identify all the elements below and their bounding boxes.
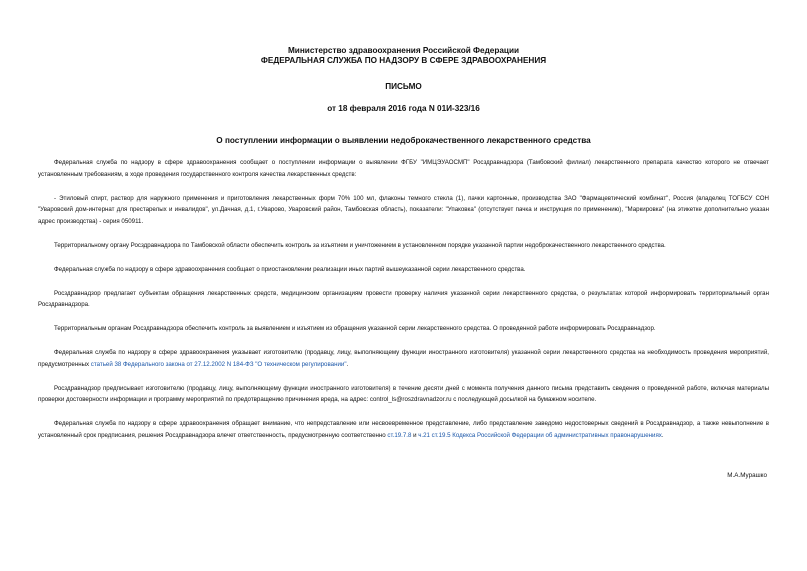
document-date-number: от 18 февраля 2016 года N 01И-323/16 [327,104,480,113]
paragraph-4: Федеральная служба по надзору в сфере здравоохранения сообщает о приостановлении реализации иных партий вышеуказанной серии лекарственного средства. [54,265,526,273]
document-header [0,46,807,146]
paragraph-6: Территориальным органам Росздравнадзора обеспечить контроль за выявлением и изъятием из обращения указанной серии лекарственного средства. О проведенной работе информировать Росздравнадзор. [54,325,656,332]
document-subject: О поступлении информации о выявлении недоброкачественного лекарственного средства [216,136,591,145]
paragraph-1: Федеральная служба по надзору в сфере здравоохранения сообщает о поступлении информации о выявлении ФГБУ "ИМЦЭУАОСМП" Росздравнадзора (Тамбовский филиал) лекарственного препарата качество которого не отвечает установленным требованиям, в ходе проведения государственного контроля качества лекарственных средств: [38,159,769,178]
koap-19-7-8-link[interactable]: ст.19.7.8 [387,431,412,439]
paragraph-9-conj: и [411,431,419,439]
paragraph-9-end: . [661,431,664,439]
paragraph-7 [38,347,769,370]
paragraph-8: Росздравнадзор предписывает изготовителю (продавцу, лицу, выполняющему функции иностранного изготовителя) в течение десяти дней с момента получения данного письма представить сведения о проведенной работе, включая материалы проверки достоверности информации и программу мероприятий по предотвращению причинения вреда, на адрес: control_ls@roszdravnadzor.ru с последующей досылкой на бумажном носителе. [38,384,769,403]
signature: М.А.Мурашко [727,472,767,479]
agency-name: ФЕДЕРАЛЬНАЯ СЛУЖБА ПО НАДЗОРУ В СФЕРЕ ЗДРАВООХРАНЕНИЯ [260,56,547,65]
document-type: ПИСЬМО [385,82,422,91]
document-body [38,157,769,454]
paragraph-7-end: . [346,360,349,368]
paragraph-9-text: Федеральная служба по надзору в сфере здравоохранения обращает внимание, что непредставление или несвоевременное представление, либо представление заведомо недостоверных сведений в Росздравнадзор, а также невыполнение в установленный срок предписания, решения Росздравнадзора влечет ответственность, предусмотренную соответственно [38,420,769,439]
paragraph-5: Росздравнадзор предлагает субъектам обращения лекарственных средств, медицинским организациям провести проверку наличия указанной серии лекарственного средства, о результатах которой информировать территориальный орган Росздравнадзора. [38,289,769,308]
paragraph-3: Территориальному органу Росздравнадзора по Тамбовской области обеспечить контроль за изъятием и уничтожением в установленном порядке указанной партии недоброкачественного лекарственного средства. [54,241,666,249]
paragraph-2: - Этиловый спирт, раствор для наружного применения и приготовления лекарственных форм 70% 100 мл, флаконы темного стекла (1), пачки картонные, производства ЗАО "Фармацевтический комбинат", Россия (владелец ТОГБСУ СОН "Уваровский дом-интернат для престарелых и инвалидов", ул.Дачная, д.1, г.Уварово, Уваровский район, Тамбовская область), показатели: "Упаковка" (отсутствует пачка и инструкция по применению), "Маркировка" (на этикетке дополнительно указан адрес производства) - серия 050911. [38,194,769,225]
koap-19-5-link[interactable]: ч.21 ст.19.5 Кодекса Российской Федерации об административных правонарушениях [418,431,662,439]
paragraph-9 [38,418,769,441]
ministry-name: Министерство здравоохранения Российской Федерации [287,46,520,55]
law-184fz-link[interactable]: статьей 38 Федерального закона от 27.12.2002 N 184-ФЗ "О техническом регулировании" [90,360,347,368]
paragraph-7-text: Федеральная служба по надзору в сфере здравоохранения указывает изготовителю (продавцу, лицу, выполняющему функции иностранного изготовителя) указанной серии лекарственного средства на необходимость проведения мероприятий, предусмотренных [38,349,769,368]
